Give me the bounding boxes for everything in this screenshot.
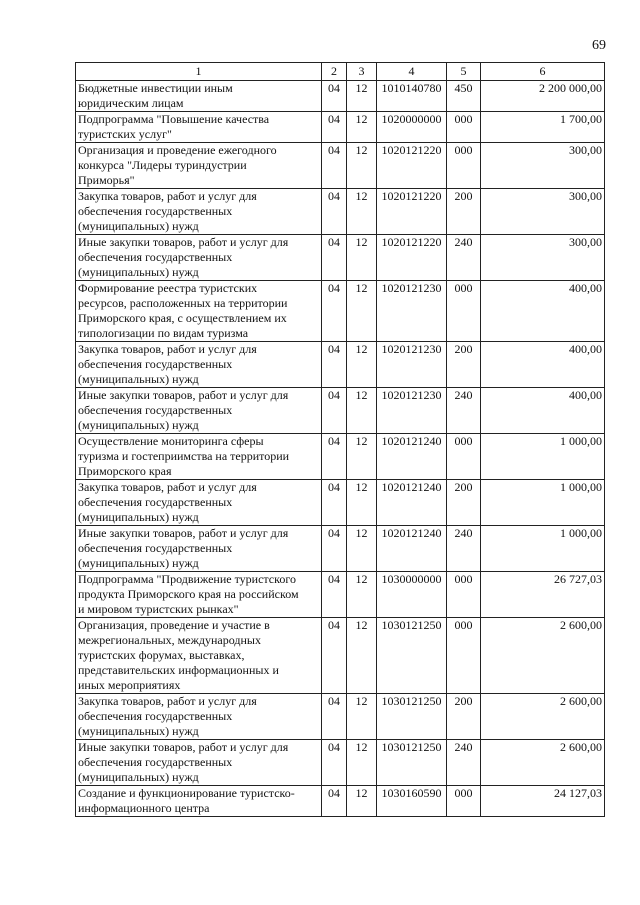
target-article-cell: 1020000000: [377, 112, 447, 143]
section-code-cell: 04: [322, 342, 347, 388]
table-row: [76, 189, 605, 235]
row-name-line: (муниципальных) нужд: [78, 219, 199, 233]
subsection-code-cell: 12: [347, 189, 377, 235]
expense-type-cell: 000: [447, 112, 481, 143]
row-name-line: (муниципальных) нужд: [78, 556, 199, 570]
page-number: 69: [592, 38, 606, 53]
row-name-cell: [76, 81, 322, 112]
subsection-code-cell: 12: [347, 618, 377, 694]
table-row: [76, 388, 605, 434]
row-name-line: представительских информационных и: [78, 663, 279, 677]
target-article-cell: 1020121220: [377, 143, 447, 189]
row-name-line: Формирование реестра туристских: [78, 281, 258, 295]
subsection-code-cell: 12: [347, 434, 377, 480]
target-article-cell: 1030160590: [377, 786, 447, 817]
column-header-5: 5: [447, 63, 481, 81]
row-name-line: Иные закупки товаров, работ и услуг для: [78, 526, 289, 540]
row-name-cell: [76, 572, 322, 618]
row-name-cell: [76, 189, 322, 235]
row-name-cell: [76, 526, 322, 572]
amount-cell: 1 700,00: [481, 112, 605, 143]
row-name-line: обеспечения государственных: [78, 755, 233, 769]
row-name-line: (муниципальных) нужд: [78, 770, 199, 784]
row-name-cell: [76, 112, 322, 143]
section-code-cell: 04: [322, 235, 347, 281]
row-name-line: (муниципальных) нужд: [78, 265, 199, 279]
section-code-cell: 04: [322, 143, 347, 189]
row-name-line: обеспечения государственных: [78, 709, 233, 723]
row-name-line: конкурса "Лидеры туриндустрии: [78, 158, 247, 172]
subsection-code-cell: 12: [347, 143, 377, 189]
column-header-2: 2: [322, 63, 347, 81]
budget-table: [75, 62, 605, 817]
row-name-line: Приморского края: [78, 464, 172, 478]
row-name-line: Бюджетные инвестиции иным: [78, 81, 233, 95]
column-header-4: 4: [377, 63, 447, 81]
amount-cell: 24 127,03: [481, 786, 605, 817]
amount-cell: 2 200 000,00: [481, 81, 605, 112]
amount-cell: 400,00: [481, 342, 605, 388]
amount-cell: 2 600,00: [481, 618, 605, 694]
target-article-cell: 1020121220: [377, 235, 447, 281]
expense-type-cell: 200: [447, 342, 481, 388]
row-name-line: Иные закупки товаров, работ и услуг для: [78, 740, 289, 754]
table-row: [76, 480, 605, 526]
table-row: [76, 526, 605, 572]
target-article-cell: 1020121230: [377, 342, 447, 388]
table-row: [76, 434, 605, 480]
subsection-code-cell: 12: [347, 694, 377, 740]
expense-type-cell: 000: [447, 143, 481, 189]
row-name-line: межрегиональных, международных: [78, 633, 261, 647]
target-article-cell: 1030121250: [377, 740, 447, 786]
section-code-cell: 04: [322, 434, 347, 480]
row-name-line: Организация и проведение ежегодного: [78, 143, 277, 157]
target-article-cell: 1020121220: [377, 189, 447, 235]
subsection-code-cell: 12: [347, 740, 377, 786]
row-name-line: Закупка товаров, работ и услуг для: [78, 189, 257, 203]
expense-type-cell: 200: [447, 694, 481, 740]
section-code-cell: 04: [322, 526, 347, 572]
section-code-cell: 04: [322, 694, 347, 740]
row-name-cell: [76, 342, 322, 388]
row-name-line: (муниципальных) нужд: [78, 418, 199, 432]
subsection-code-cell: 12: [347, 526, 377, 572]
table-row: [76, 740, 605, 786]
row-name-line: Организация, проведение и участие в: [78, 618, 270, 632]
row-name-line: Закупка товаров, работ и услуг для: [78, 480, 257, 494]
target-article-cell: 1020121230: [377, 281, 447, 342]
target-article-cell: 1020121240: [377, 434, 447, 480]
table-row: [76, 572, 605, 618]
subsection-code-cell: 12: [347, 480, 377, 526]
row-name-line: обеспечения государственных: [78, 541, 233, 555]
row-name-line: туристских форумах, выставках,: [78, 648, 245, 662]
row-name-line: обеспечения государственных: [78, 357, 233, 371]
table-row: [76, 786, 605, 817]
section-code-cell: 04: [322, 480, 347, 526]
row-name-line: Закупка товаров, работ и услуг для: [78, 342, 257, 356]
amount-cell: 26 727,03: [481, 572, 605, 618]
amount-cell: 400,00: [481, 388, 605, 434]
expense-type-cell: 200: [447, 480, 481, 526]
row-name-line: (муниципальных) нужд: [78, 724, 199, 738]
subsection-code-cell: 12: [347, 235, 377, 281]
expense-type-cell: 240: [447, 526, 481, 572]
amount-cell: 1 000,00: [481, 526, 605, 572]
expense-type-cell: 000: [447, 572, 481, 618]
row-name-line: ресурсов, расположенных на территории: [78, 296, 288, 310]
row-name-line: Приморья": [78, 173, 135, 187]
section-code-cell: 04: [322, 786, 347, 817]
section-code-cell: 04: [322, 112, 347, 143]
target-article-cell: 1030121250: [377, 694, 447, 740]
target-article-cell: 1030121250: [377, 618, 447, 694]
row-name-line: Иные закупки товаров, работ и услуг для: [78, 388, 289, 402]
row-name-cell: [76, 618, 322, 694]
row-name-line: иных мероприятиях: [78, 678, 181, 692]
amount-cell: 2 600,00: [481, 694, 605, 740]
subsection-code-cell: 12: [347, 81, 377, 112]
amount-cell: 400,00: [481, 281, 605, 342]
row-name-line: туристских услуг": [78, 127, 172, 141]
column-header-3: 3: [347, 63, 377, 81]
expense-type-cell: 240: [447, 235, 481, 281]
row-name-line: обеспечения государственных: [78, 495, 233, 509]
section-code-cell: 04: [322, 281, 347, 342]
section-code-cell: 04: [322, 388, 347, 434]
table-header-row: [76, 63, 605, 81]
target-article-cell: 1010140780: [377, 81, 447, 112]
row-name-line: продукта Приморского края на российском: [78, 587, 299, 601]
row-name-line: Приморского края, с осуществлением их: [78, 311, 287, 325]
row-name-line: Иные закупки товаров, работ и услуг для: [78, 235, 289, 249]
table-row: [76, 618, 605, 694]
row-name-line: обеспечения государственных: [78, 250, 233, 264]
table-row: [76, 281, 605, 342]
table-row: [76, 81, 605, 112]
row-name-line: типологизации по видам туризма: [78, 326, 249, 340]
amount-cell: 1 000,00: [481, 434, 605, 480]
subsection-code-cell: 12: [347, 572, 377, 618]
expense-type-cell: 000: [447, 434, 481, 480]
row-name-line: обеспечения государственных: [78, 403, 233, 417]
target-article-cell: 1020121240: [377, 480, 447, 526]
section-code-cell: 04: [322, 618, 347, 694]
expense-type-cell: 240: [447, 388, 481, 434]
subsection-code-cell: 12: [347, 281, 377, 342]
table-row: [76, 235, 605, 281]
amount-cell: 300,00: [481, 235, 605, 281]
expense-type-cell: 000: [447, 281, 481, 342]
row-name-line: (муниципальных) нужд: [78, 510, 199, 524]
expense-type-cell: 000: [447, 786, 481, 817]
row-name-cell: [76, 740, 322, 786]
row-name-cell: [76, 434, 322, 480]
expense-type-cell: 200: [447, 189, 481, 235]
expense-type-cell: 450: [447, 81, 481, 112]
row-name-line: Подпрограмма "Повышение качества: [78, 112, 270, 126]
subsection-code-cell: 12: [347, 112, 377, 143]
expense-type-cell: 000: [447, 618, 481, 694]
section-code-cell: 04: [322, 189, 347, 235]
row-name-cell: [76, 143, 322, 189]
subsection-code-cell: 12: [347, 786, 377, 817]
table-row: [76, 112, 605, 143]
section-code-cell: 04: [322, 572, 347, 618]
row-name-line: (муниципальных) нужд: [78, 372, 199, 386]
expense-type-cell: 240: [447, 740, 481, 786]
table-body: [76, 81, 605, 817]
subsection-code-cell: 12: [347, 388, 377, 434]
row-name-cell: [76, 281, 322, 342]
row-name-line: Осуществление мониторинга сферы: [78, 434, 264, 448]
row-name-cell: [76, 388, 322, 434]
row-name-line: туризма и гостеприимства на территории: [78, 449, 290, 463]
amount-cell: 300,00: [481, 189, 605, 235]
subsection-code-cell: 12: [347, 342, 377, 388]
section-code-cell: 04: [322, 81, 347, 112]
row-name-cell: [76, 694, 322, 740]
row-name-line: Закупка товаров, работ и услуг для: [78, 694, 257, 708]
row-name-line: информационного центра: [78, 801, 210, 815]
row-name-cell: [76, 480, 322, 526]
target-article-cell: 1020121230: [377, 388, 447, 434]
row-name-cell: [76, 786, 322, 817]
column-header-1: 1: [76, 63, 322, 81]
row-name-line: Создание и функционирование туристско-: [78, 786, 295, 800]
table-row: [76, 694, 605, 740]
row-name-cell: [76, 235, 322, 281]
amount-cell: 2 600,00: [481, 740, 605, 786]
target-article-cell: 1020121240: [377, 526, 447, 572]
target-article-cell: 1030000000: [377, 572, 447, 618]
row-name-line: и мировом туристских рынках": [78, 602, 239, 616]
row-name-line: юридическим лицам: [78, 96, 184, 110]
section-code-cell: 04: [322, 740, 347, 786]
row-name-line: Подпрограмма "Продвижение туристского: [78, 572, 296, 586]
column-header-6: 6: [481, 63, 605, 81]
table-row: [76, 143, 605, 189]
table-row: [76, 342, 605, 388]
row-name-line: обеспечения государственных: [78, 204, 233, 218]
amount-cell: 1 000,00: [481, 480, 605, 526]
amount-cell: 300,00: [481, 143, 605, 189]
